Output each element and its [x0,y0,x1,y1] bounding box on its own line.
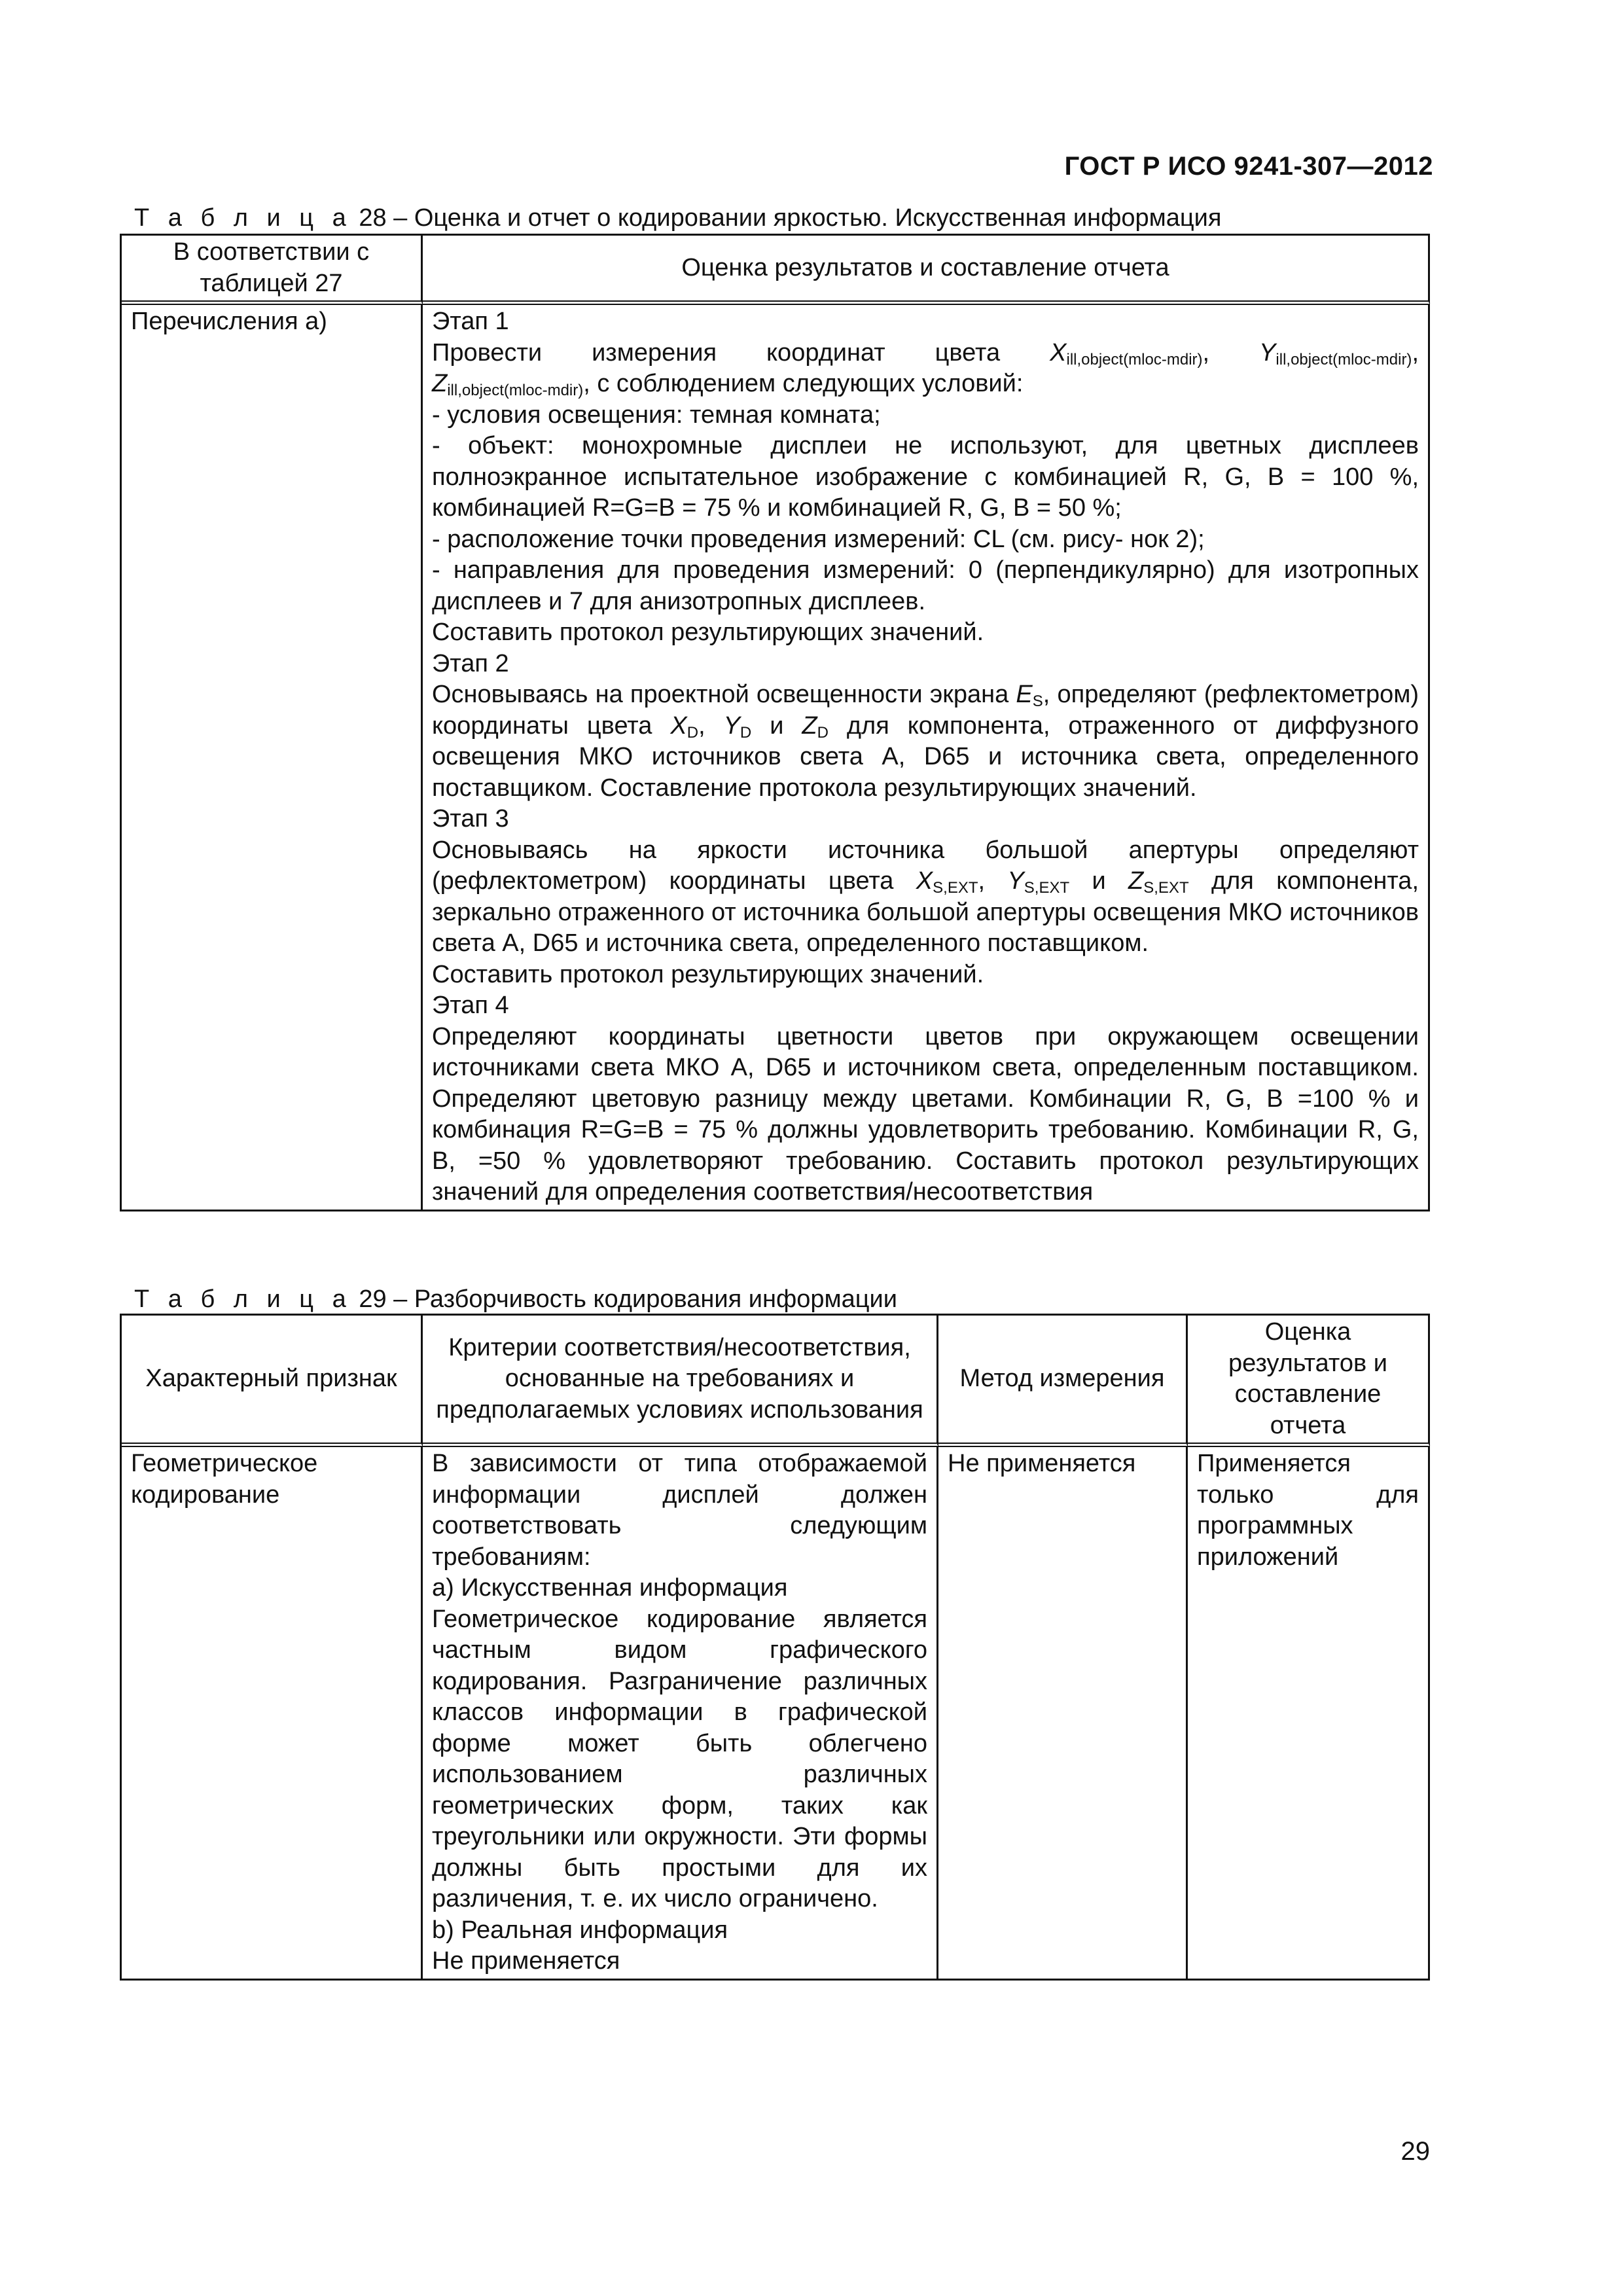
table-29-criteria-cell [423,1447,938,1981]
table-29-header-criteria: Критерии соответствия/несоответствия, основанные на требованиях и предполагаемых условиях использования [423,1316,938,1447]
stage-1-title: Этап 1 [432,308,509,335]
table-29-caption [134,1285,897,1314]
table-29-header-report: Оценка результатов и составление отчета [1188,1316,1430,1447]
stage-1-condition-direction: - направления для проведения измерений: 0 (перпендикулярно) для изотропных дисплеев и 7 для анизотропных дисплеев. [432,556,1419,615]
table-28-row [122,305,1430,1211]
table-28-caption-word: Т а б л и ц а [134,204,352,232]
table-29-header-row [122,1316,1430,1447]
table-29-feature-cell: Геометрическое кодирование [122,1447,423,1981]
stage-2-title: Этап 2 [432,649,509,677]
table-28-evaluation-cell [423,305,1430,1211]
criteria-artificial-info-text: Геометрическое кодирование является частным видом графического кодирования. Разграничение различных классов информации в графической форме может быть облегчено использованием различных геометрических форм, таких как треугольники или окружности. Эти формы должны быть простыми для их различения, т. е. их число ограничено. [432,1605,927,1912]
stage-1-report: Составить протокол результирующих значений. [432,619,984,646]
stage-1-z-line: $Z_{ill,object(mloc-mdir)}$, с соблюдением следующих условий: [432,370,1024,399]
table-28-row-label: Перечисления а) [122,305,423,1211]
stage-3-text: Основываясь на яркости источника большой апертуры определяют (рефлектометром) координаты цвета $X_{S,EXT}$, $Y_{S,EXT}$ и $Z_{S,EXT}$ для компонента, зеркально отраженного от источника большой апертуры освещения МКО источников света A, D65 и источника света, определенного поставщиком. [432,836,1419,957]
table-28-header-row [122,236,1430,305]
table-29-caption-text: 29 – Разборчивость кодирования информации [351,1285,897,1313]
document-code: ГОСТ Р ИСО 9241-307—2012 [1064,152,1433,181]
table-28-caption [134,204,1222,232]
criteria-intro: В зависимости от типа отображаемой информации дисплей должен соответствовать следующим требованиям: [432,1450,927,1571]
stage-1-condition-object: - объект: монохромные дисплеи не используют, для цветных дисплеев полноэкранное испытательное изображение с комбинацией R, G, B = 100 %, комбинацией R=G=B = 75 % и комбинацией R, G, B = 50 %; [432,432,1419,522]
criteria-real-info-text: Не применяется [432,1947,620,1975]
table-29-header-method: Метод измерения [938,1316,1188,1447]
stage-4-text: Определяют координаты цветности цветов при окружающем освещении источниками света МКО A, D65 и источником света, определенным поставщиком. Определяют цветовую разницу между цветами. Комбинации R, G, B =100 % и комбинация R=G=B = 75 % должны удовлетворить требованию. Комбинации R, G, B, =50 % удовлетворяют требованию. Составить протокол результирующих значений для определения соответствия/несоответствия [432,1022,1419,1206]
stage-3-title: Этап 3 [432,805,509,833]
table-29-method-cell: Не применяется [938,1447,1188,1981]
stage-4-title: Этап 4 [432,992,509,1019]
table-28-col1-header: В соответствии с таблицей 27 [122,236,423,305]
table-29-row [122,1447,1430,1981]
table-28 [120,234,1430,1211]
stage-3-report: Составить протокол результирующих значений. [432,960,984,988]
stage-1-condition-lighting: - условия освещения: темная комната; [432,401,881,429]
criteria-artificial-info-heading: а) Искусственная информация [432,1574,788,1602]
stage-1-condition-location: - расположение точки проведения измерений: CL (см. рису- нок 2); [432,525,1205,553]
stage-2-text: Основываясь на проектной освещенности экрана $E_S$, определяют (рефлектометром) координаты цвета $X_D$, $Y_D$ и $Z_D$ для компонента, отраженного от диффузного освещения МКО источников света A, D65 и источника света, определенного поставщиком. Составление протокола результирующих значений. [432,681,1419,802]
criteria-real-info-heading: b) Реальная информация [432,1916,728,1944]
table-29-caption-word: Т а б л и ц а [134,1285,352,1313]
table-28-col2-header: Оценка результатов и составление отчета [423,236,1430,305]
table-28-caption-text: 28 – Оценка и отчет о кодировании яркостью. Искусственная информация [351,204,1222,232]
table-29-header-feature: Характерный признак [122,1316,423,1447]
page-number: 29 [1400,2137,1430,2166]
stage-1-measurement-line: Провести измерения координат цвета $X_{ill,object(mloc-mdir)}$, $Y_{ill,object(mloc-mdir)}$, [432,338,1419,368]
table-29-report-cell: Применяется только для программных приложений [1188,1447,1430,1981]
table-29 [120,1314,1430,1981]
